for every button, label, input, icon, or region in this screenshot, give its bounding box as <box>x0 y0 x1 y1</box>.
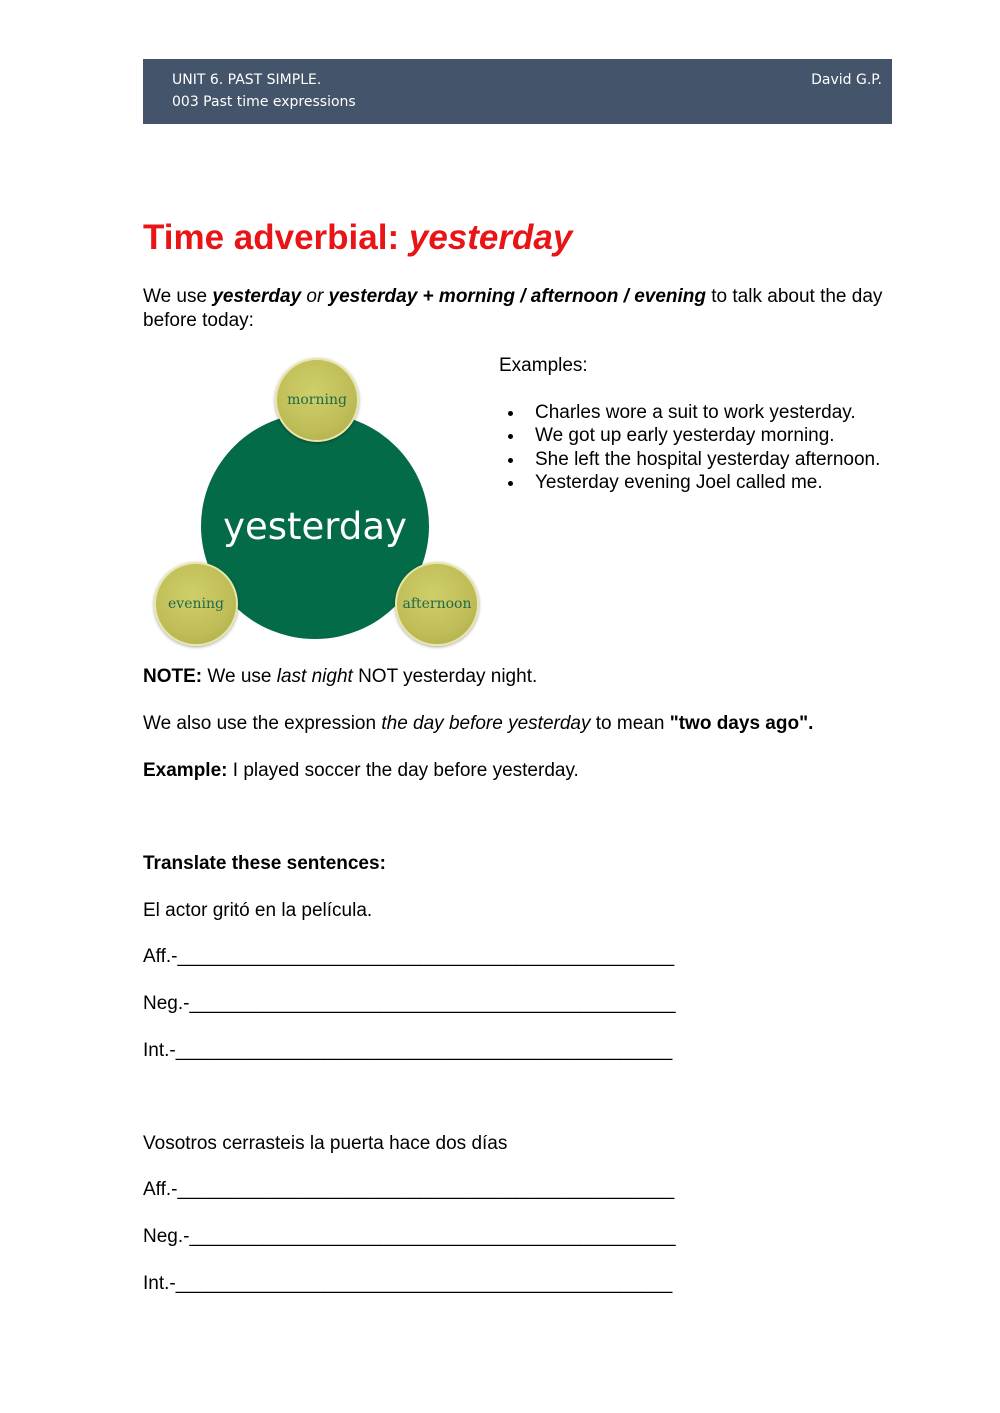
list-item: She left the hospital yesterday afternoon. <box>499 448 884 471</box>
title-prefix: Time adverbial: <box>143 218 409 257</box>
also-text-1: We also use the expression <box>143 713 382 734</box>
answer-line-aff-2[interactable]: Aff.-_______________________________________________ <box>143 1179 675 1200</box>
title-emphasis: yesterday <box>408 218 573 257</box>
also-paragraph <box>143 712 813 736</box>
note-italic: last night <box>276 666 353 687</box>
examples-heading: Examples: <box>499 355 588 376</box>
example-label: Example: <box>143 760 228 781</box>
examples-list <box>499 401 884 494</box>
example-paragraph <box>143 759 579 783</box>
author-name: David G.P. <box>811 72 882 88</box>
answer-line-neg-1[interactable]: Neg.-______________________________________________ <box>143 993 676 1014</box>
unit-title: UNIT 6. PAST SIMPLE. <box>172 72 322 88</box>
intro-bold-1: yesterday <box>212 286 302 307</box>
lesson-title: 003 Past time expressions <box>172 94 356 110</box>
list-item: Charles wore a suit to work yesterday. <box>499 401 884 424</box>
also-text-2: to mean <box>590 713 670 734</box>
example-text: I played soccer the day before yesterday. <box>227 760 579 781</box>
also-bold: "two days ago". <box>669 713 814 734</box>
page-title <box>143 218 572 258</box>
morning-circle: morning <box>275 358 359 442</box>
page-header <box>143 59 892 124</box>
intro-paragraph <box>143 285 895 333</box>
answer-line-int-2[interactable]: Int.-_______________________________________________ <box>143 1273 673 1294</box>
intro-text-3: to talk about the day before today: <box>143 286 883 331</box>
list-item: Yesterday evening Joel called me. <box>499 471 884 494</box>
note-text-2: NOT yesterday night. <box>352 666 538 687</box>
note-text-1: We use <box>202 666 277 687</box>
also-italic: the day before yesterday <box>381 713 591 734</box>
answer-line-neg-2[interactable]: Neg.-______________________________________________ <box>143 1226 676 1247</box>
intro-bold-2: yesterday + morning / afternoon / evening <box>328 286 706 307</box>
note-label: NOTE: <box>143 666 203 687</box>
intro-text-1: We use <box>143 286 213 307</box>
translate-heading: Translate these sentences: <box>143 853 386 874</box>
evening-circle: evening <box>154 562 238 646</box>
exercise-sentence-1: El actor gritó en la película. <box>143 900 373 921</box>
exercise-sentence-2: Vosotros cerrasteis la puerta hace dos días <box>143 1133 508 1154</box>
afternoon-circle: afternoon <box>395 562 479 646</box>
list-item: We got up early yesterday morning. <box>499 424 884 447</box>
answer-line-aff-1[interactable]: Aff.-_______________________________________________ <box>143 946 675 967</box>
yesterday-diagram <box>150 355 480 647</box>
intro-text-2: or <box>301 286 329 307</box>
note-paragraph <box>143 665 537 689</box>
answer-line-int-1[interactable]: Int.-_______________________________________________ <box>143 1040 673 1061</box>
center-circle: yesterday <box>201 413 429 639</box>
